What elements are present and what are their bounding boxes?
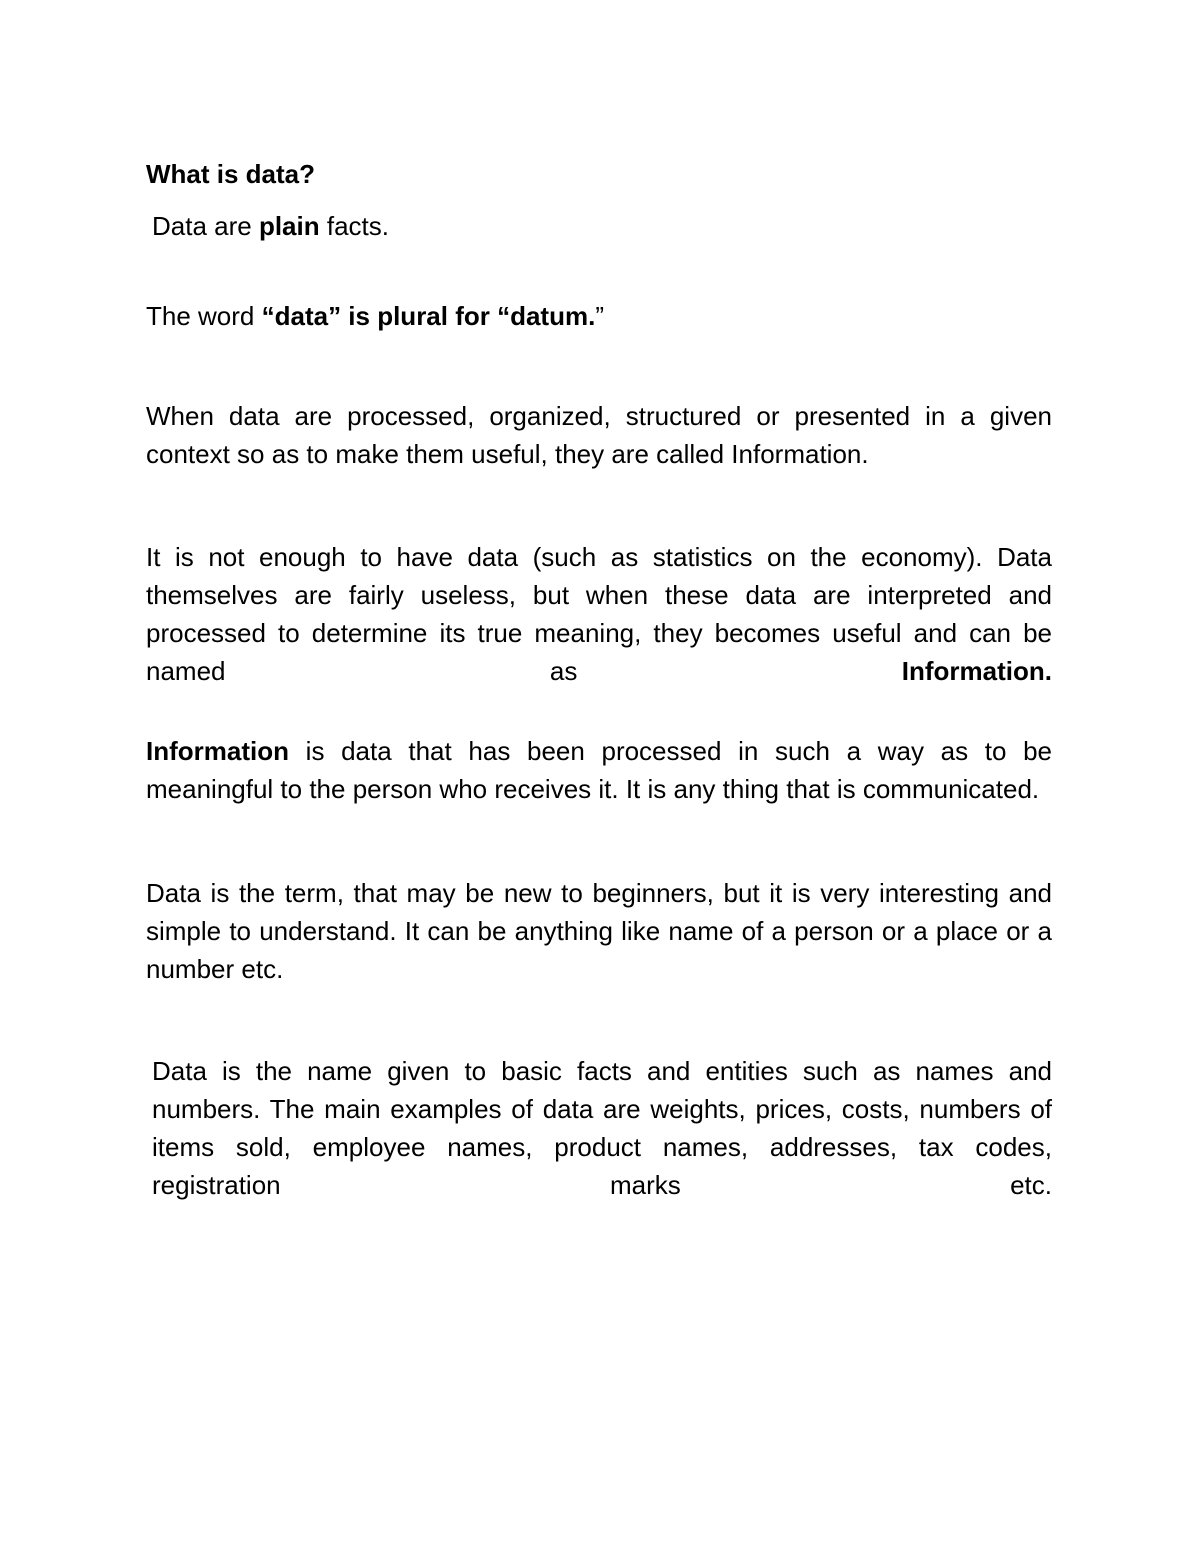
text-segment: ” [595,301,604,331]
bold-term-information: Information. [901,656,1052,686]
document-body [146,150,1052,1204]
bold-term-data-plural: “data” is plural for “datum. [261,301,596,331]
paragraph-data-term: Data is the term, that may be new to beginners, but it is very interesting and simple to understand. It can be anything like name of a person or a place or a number etc. [146,878,1052,984]
text-segment: Data are [152,211,259,241]
paragraph-plural-datum [146,297,1052,335]
paragraph-not-enough [146,538,1052,690]
bold-term-information: Information [146,736,289,766]
paragraph-information-definition [146,732,1052,808]
text-segment: The word [146,301,262,331]
paragraph-data-examples: Data is the name given to basic facts and entities such as names and numbers. The main examples of data are weights, prices, costs, numbers of items sold, employee names, product names, addresses, tax codes, registration marks etc. [152,1056,1052,1200]
text-segment: It is not enough to have data (such as statistics on the economy). Data themselves are fairly useless, but when these data are interpreted and processed to determine its true meaning, they becomes useful and can be named as [146,542,1052,686]
text-segment: is data that has been processed in such a way as to be meaningful to the person who receives it. It is any thing that is communicated. [146,736,1052,804]
document-title: What is data? [146,159,316,189]
text-segment: facts. [319,211,389,241]
paragraph-processed-data: When data are processed, organized, structured or presented in a given context so as to make them useful, they are called Information. [146,401,1052,469]
paragraph-plain-facts [146,207,1052,245]
bold-term-plain: plain [258,211,320,241]
